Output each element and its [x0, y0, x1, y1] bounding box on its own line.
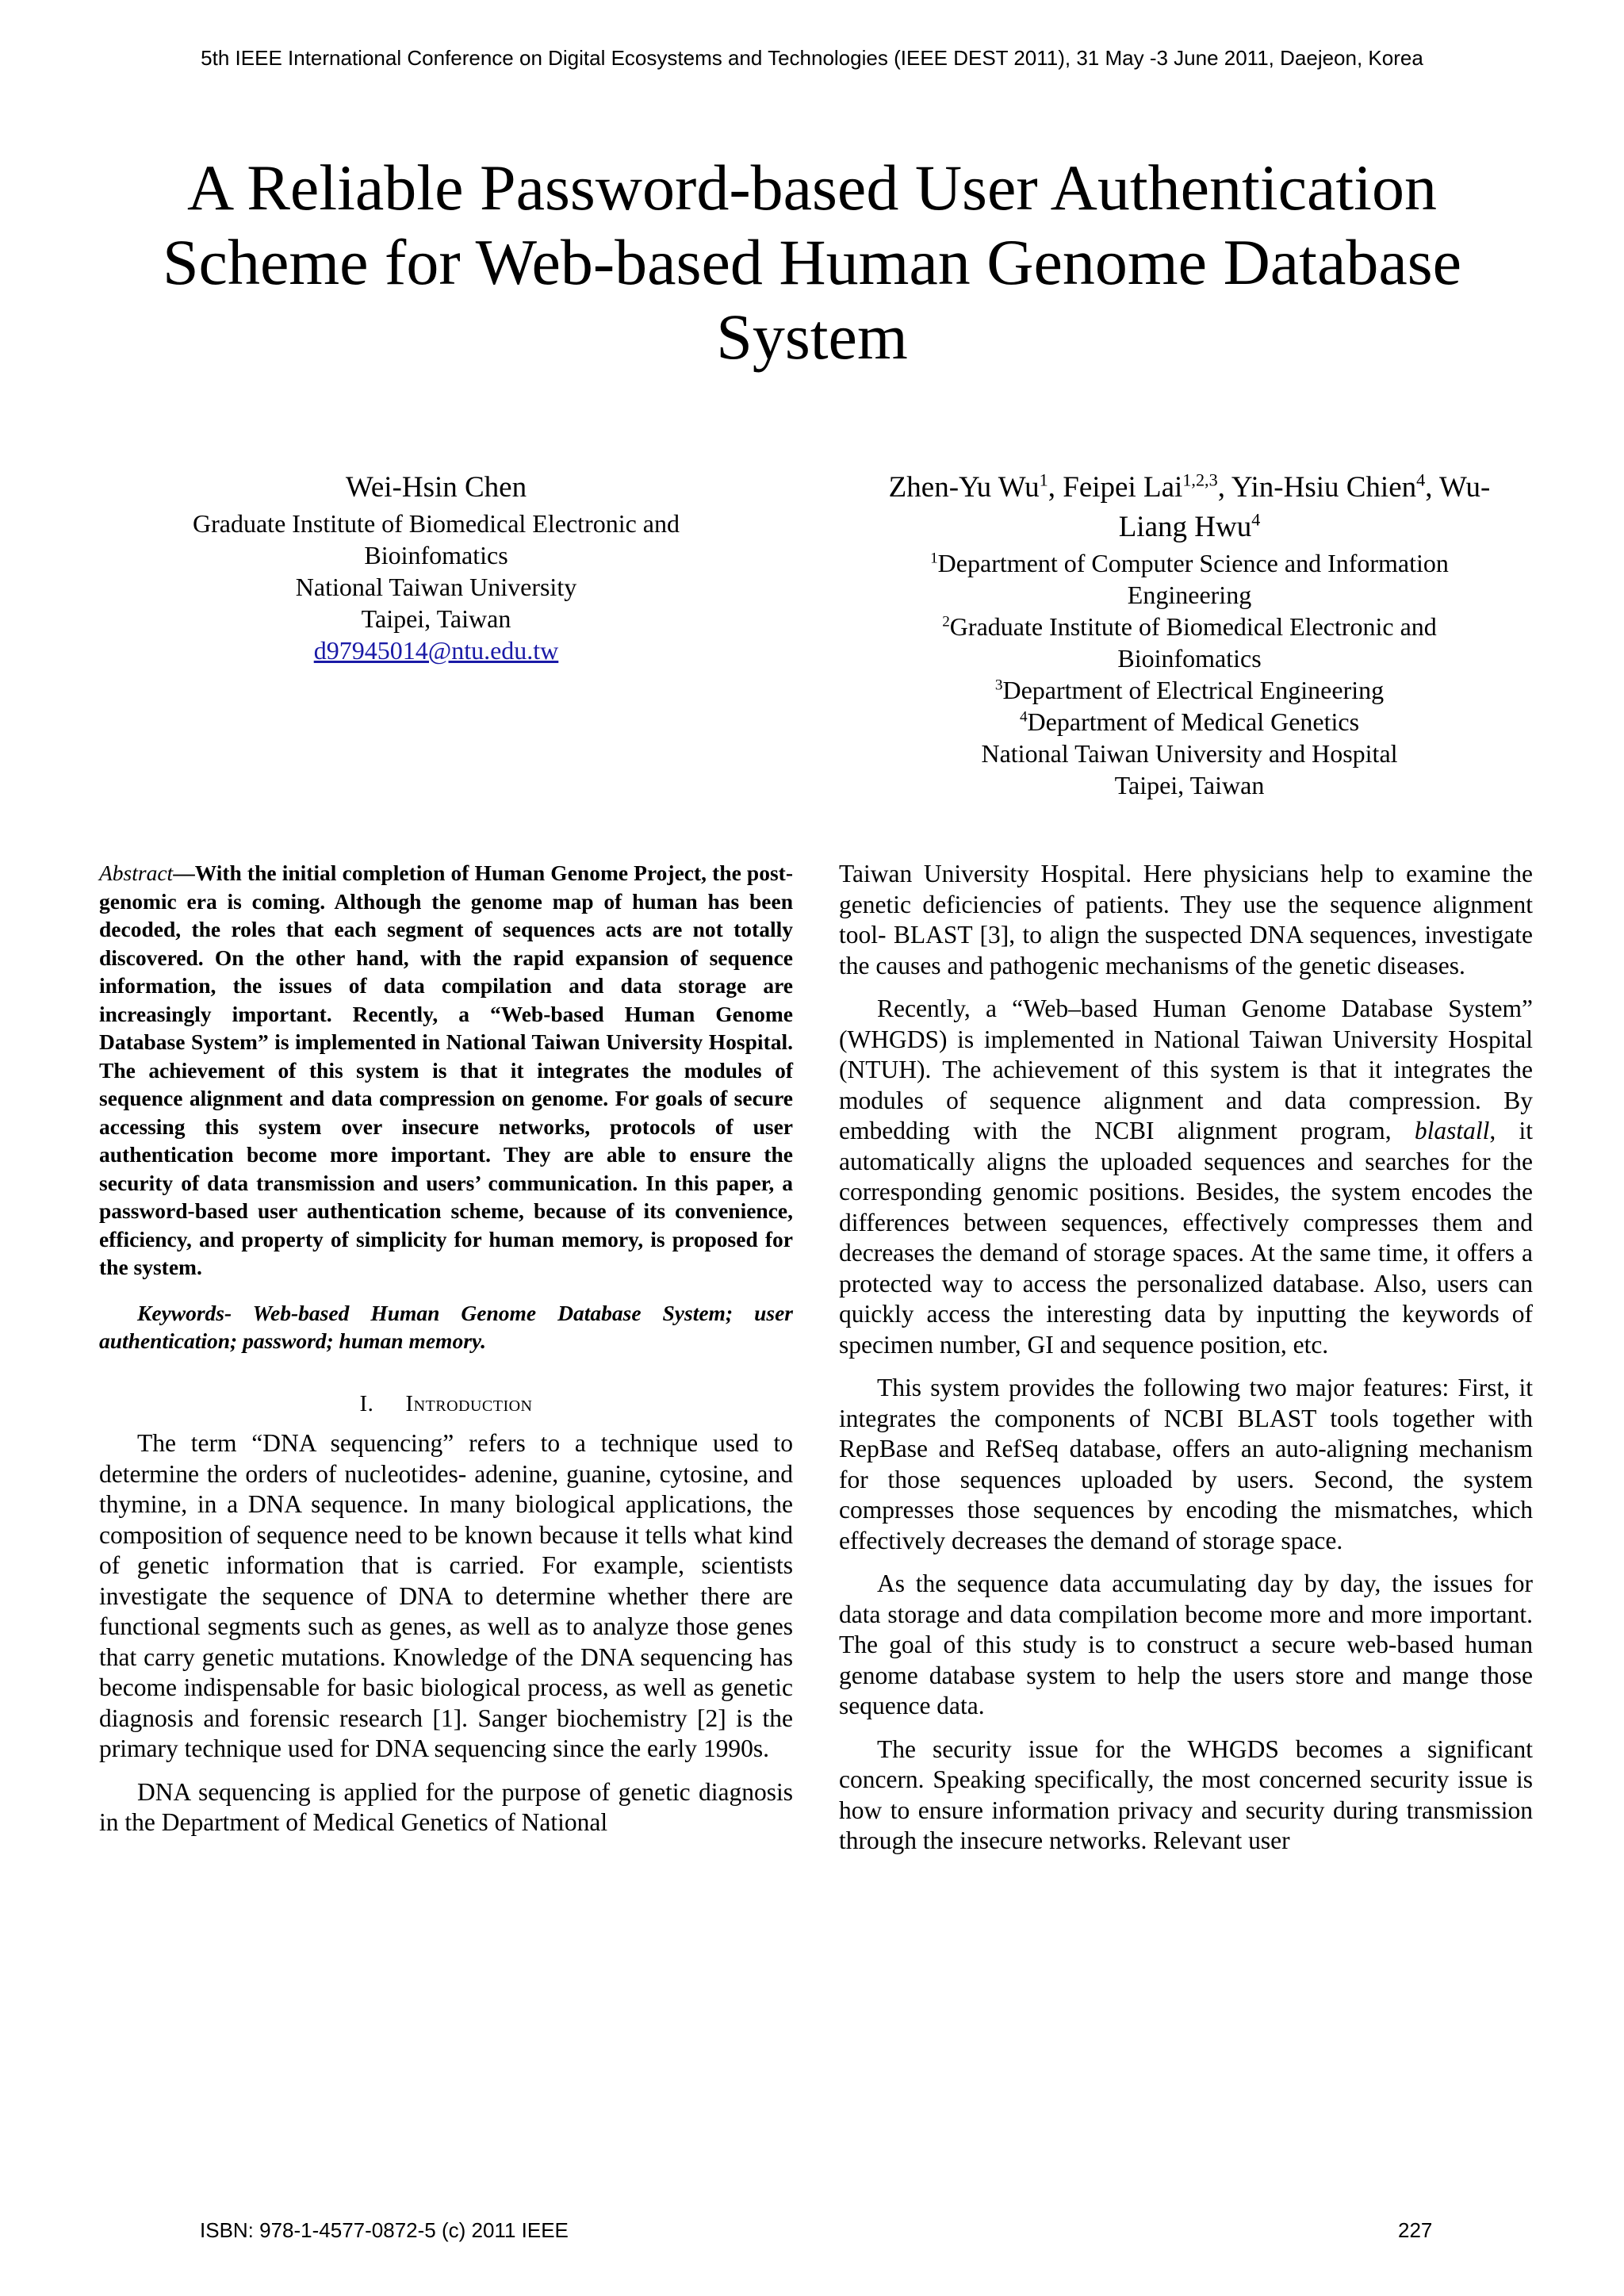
paper-title: [119, 151, 1505, 374]
author-names-cont: Liang Hwu$^4$: [1118, 509, 1261, 543]
isbn-footer: ISBN: 978-1-4577-0872-5 (c) 2011 IEEE: [200, 2218, 569, 2242]
paragraph: DNA sequencing is applied for the purpose of genetic diagnosis in the Department of Medical Genetics of National: [99, 1777, 793, 1836]
conference-header: 5th IEEE International Conference on Digital Ecosystems and Technologies (IEEE DEST 2011), 31 May -3 June 2011, Daejeon, Korea: [201, 46, 1423, 70]
page-number: 227: [1398, 2218, 1433, 2242]
author-block-left: [119, 468, 753, 666]
section-heading: I. Introduction: [359, 1390, 533, 1416]
abstract: [99, 859, 793, 1282]
affiliation-line: $^2$Graduate Institute of Biomedical Electronic and: [942, 612, 1437, 641]
author-email-link[interactable]: d97945014@ntu.edu.tw: [313, 636, 559, 665]
author-names: Zhen-Yu Wu$^1$, Feipei Lai$^{1,2,3}$, Yin-Hsiu Chien$^4$, Wu-: [888, 470, 1491, 504]
author-block-right: [856, 468, 1522, 801]
affiliation-line: National Taiwan University and Hospital: [981, 739, 1398, 768]
affiliation-line: $^1$Department of Computer Science and Information: [930, 549, 1449, 577]
paragraph: The security issue for the WHGDS becomes a significant concern. Speaking specifically, the most concerned security issue is how to ensure information privacy and security during transmission through the insecure networks. Relevant user: [839, 1734, 1533, 1854]
abstract-text: —With the initial completion of Human Genome Project, the post-genomic era is coming. Although the genome map of human has been decoded, the roles that each segment of sequences acts are not totally discovered. On the other hand, with the rapid expansion of sequence information, the issues of data compilation and data storage are increasingly important. Recently, a “Web-based Human Genome Database System” is implemented in National Taiwan University Hospital. The achievement of this system is that it integrates the modules of sequence alignment and data compression on genome. For goals of secure accessing this system over insecure networks, protocols of user authentication become more important. They are able to ensure the security of data transmission and users’ communication. In this paper, a password-based user authentication scheme, because of its convenience, efficiency, and property of simplicity for human memory, is proposed for the system.: [99, 861, 793, 1279]
paragraph: This system provides the following two major features: First, it integrates the components of NCBI BLAST tools together with RepBase and RefSeq database, offers an auto-aligning mechanism for those sequences uploaded by users. Second, the system compresses those sequences by encoding the mismatches, which effectively decreases the demand of storage space.: [839, 1374, 1533, 1554]
affiliation-line: Graduate Institute of Biomedical Electronic and: [193, 509, 680, 538]
left-column: [99, 859, 793, 1851]
paragraph: As the sequence data accumulating day by day, the issues for data storage and data compilation become more and more important. The goal of this study is to construct a secure web-based human genome database system to help the users store and mange those sequence data.: [839, 1570, 1533, 1719]
right-column: [839, 859, 1533, 1869]
affiliation-line: Bioinfomatics: [1117, 644, 1262, 673]
affiliation-line: $^3$Department of Electrical Engineering: [994, 676, 1385, 704]
affiliation-line: Bioinfomatics: [364, 541, 508, 569]
abstract-label: Abstract: [99, 861, 174, 885]
affiliation-line: $^4$Department of Medical Genetics: [1019, 707, 1360, 736]
title-line: System: [716, 301, 908, 373]
title-line: A Reliable Password-based User Authentication: [187, 151, 1437, 224]
keywords: Keywords- Web-based Human Genome Database System; user authentication; password; human memory.: [99, 1300, 793, 1353]
paragraph: Recently, a “Web–based Human Genome Database System” (WHGDS) is implemented in National Taiwan University Hospital (NTUH). The achievement of this system is that it integrates the modules of sequence alignment and data compression. By embedding with the NCBI alignment program, blastall, it automatically aligns the uploaded sequences and searches for the corresponding genomic positions. Besides, the system encodes the differences between sequences, effectively compresses them and decreases the demand of storage spaces. At the same time, it offers a protected way to access the personalized database. Also, users can quickly access the interesting data by inputting the keywords of specimen number, GI and sequence position, etc.: [839, 995, 1533, 1359]
affiliation-line: Engineering: [1127, 581, 1252, 609]
author-name: Wei-Hsin Chen: [345, 471, 527, 504]
paragraph: The term “DNA sequencing” refers to a technique used to determine the orders of nucleotides- adenine, guanine, cytosine, and thymine, in a DNA sequence. In many biological applications, the composition of sequence need to be known because it tells what kind of genetic information that is carried. For example, scientists investigate the sequence of DNA to determine whether there are functional segments such as genes, as well as to analyze those genes that carry genetic mutations. Knowledge of the DNA sequencing has become indispensable for basic biological process, as well as genetic diagnosis and forensic research [1]. Sanger biochemistry [2] is the primary technique used for DNA sequencing since the early 1990s.: [99, 1429, 793, 1762]
paragraph: Taiwan University Hospital. Here physicians help to examine the genetic deficiencies of patients. They use the sequence alignment tool- BLAST [3], to align the suspected DNA sequences, investigate the causes and pathogenic mechanisms of the genetic diseases.: [839, 860, 1533, 979]
affiliation-line: Taipei, Taiwan: [361, 604, 511, 633]
affiliation-line: National Taiwan University: [295, 573, 577, 601]
affiliation-line: Taipei, Taiwan: [1114, 771, 1265, 799]
title-line: Scheme for Web-based Human Genome Database: [162, 226, 1462, 298]
